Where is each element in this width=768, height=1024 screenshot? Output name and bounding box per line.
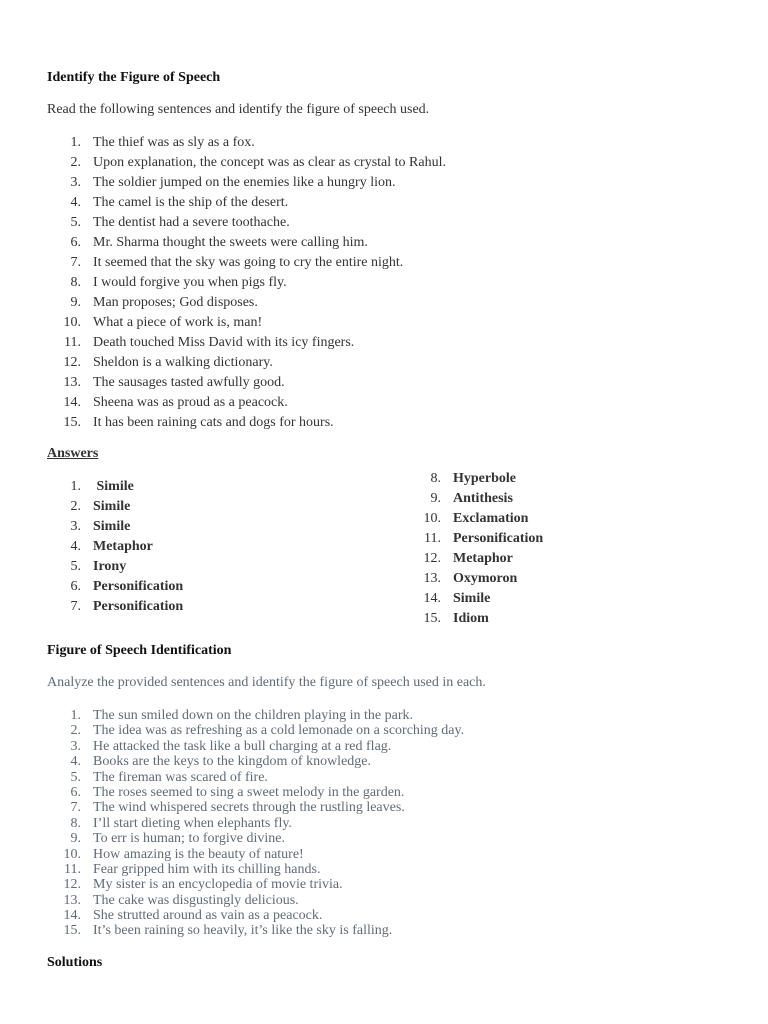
section1-instructions: Read the following sentences and identify the figure of speech used.	[47, 102, 430, 117]
section2-instructions: Analyze the provided sentences and identify the figure of speech used in each.	[47, 675, 486, 690]
solutions-title: Solutions	[47, 955, 103, 970]
section2-title: Figure of Speech Identification	[47, 643, 232, 658]
answers-title: Answers	[47, 446, 99, 461]
section1-title: Identify the Figure of Speech	[47, 70, 221, 85]
